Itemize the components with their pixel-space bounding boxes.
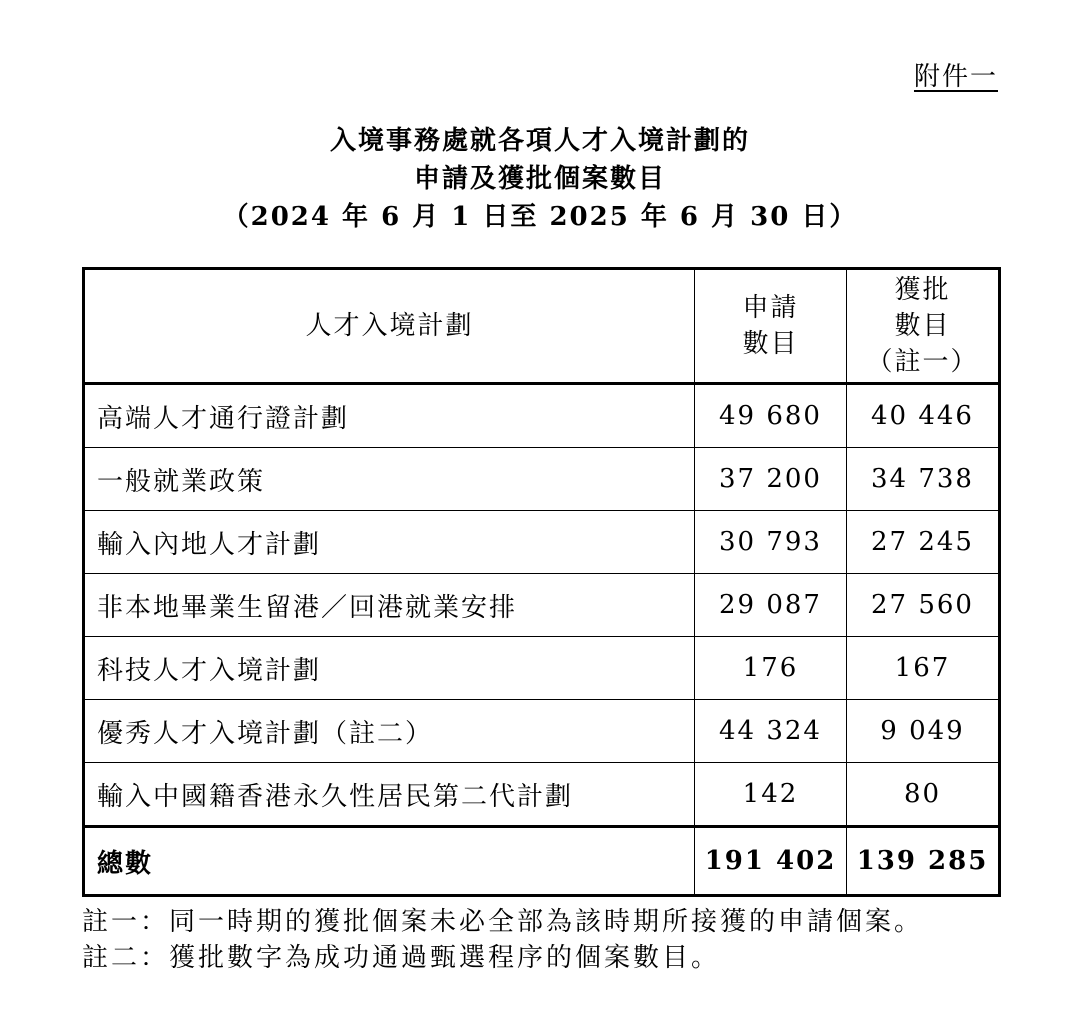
applications-count: 37 200 [695, 448, 847, 511]
approved-count: 27 560 [847, 574, 1000, 637]
scheme-name: 輸入中國籍香港永久性居民第二代計劃 [84, 763, 695, 827]
approved-count: 40 446 [847, 384, 1000, 448]
footnote-2: 註二：獲批數字為成功通過甄選程序的個案數目。 [82, 943, 721, 973]
scheme-name: 非本地畢業生留港／回港就業安排 [84, 574, 695, 637]
total-row [84, 827, 1000, 896]
table-row [84, 448, 1000, 511]
total-approved: 139 285 [847, 827, 1000, 896]
header-approved [847, 269, 1000, 384]
total-applications: 191 402 [695, 827, 847, 896]
scheme-name: 輸入內地人才計劃 [84, 511, 695, 574]
footnotes [82, 904, 923, 976]
applications-count: 44 324 [695, 700, 847, 763]
header-applications [695, 269, 847, 384]
approved-count: 27 245 [847, 511, 1000, 574]
table-row [84, 637, 1000, 700]
header-applications-line1: 申請 [742, 293, 799, 323]
approved-count: 167 [847, 637, 1000, 700]
title-line-1: 入境事務處就各項人才入境計劃的 [329, 126, 750, 156]
header-approved-line3: （註一） [866, 347, 979, 377]
table-row [84, 574, 1000, 637]
applications-count: 142 [695, 763, 847, 827]
scheme-name: 優秀人才入境計劃（註二） [84, 700, 695, 763]
title-date-range: （2024 年 6 月 1 日至 2025 年 6 月 30 日） [222, 202, 858, 232]
scheme-name: 一般就業政策 [84, 448, 695, 511]
table-row [84, 700, 1000, 763]
title-line-2: 申請及獲批個案數目 [413, 164, 666, 194]
applications-count: 30 793 [695, 511, 847, 574]
applications-count: 176 [695, 637, 847, 700]
footnote-1: 註一：同一時期的獲批個案未必全部為該時期所接獲的申請個案。 [82, 907, 924, 937]
scheme-name: 科技人才入境計劃 [84, 637, 695, 700]
scheme-name: 高端人才通行證計劃 [84, 384, 695, 448]
header-approved-line1: 獲批 [894, 275, 951, 305]
approved-count: 80 [847, 763, 1000, 827]
header-applications-line2: 數目 [742, 329, 799, 359]
statistics-table [82, 267, 1001, 897]
table-row [84, 384, 1000, 448]
total-label: 總數 [84, 827, 695, 896]
approved-count: 9 049 [847, 700, 1000, 763]
approved-count: 34 738 [847, 448, 1000, 511]
header-approved-line2: 數目 [894, 311, 951, 341]
table-row [84, 511, 1000, 574]
table-header-row [84, 269, 1000, 384]
applications-count: 49 680 [695, 384, 847, 448]
table-row [84, 763, 1000, 827]
annex-label: 附件一 [913, 62, 998, 92]
document-title [0, 122, 1080, 236]
header-scheme: 人才入境計劃 [84, 269, 695, 384]
applications-count: 29 087 [695, 574, 847, 637]
